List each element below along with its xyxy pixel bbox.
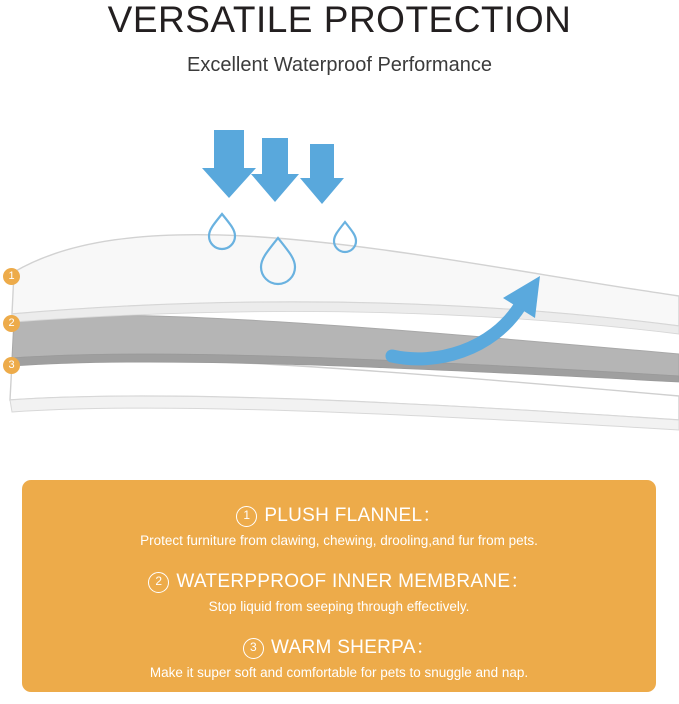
- legend-description: Make it super soft and comfortable for pets to snuggle and nap.: [149, 665, 529, 680]
- layer-diagram: [0, 100, 679, 450]
- legend-description: Stop liquid from seeping through effectively.: [208, 599, 470, 614]
- water-down-arrows-icon: [202, 130, 344, 204]
- legend-description: Protect furniture from clawing, chewing, drooling,and fur from pets.: [140, 533, 538, 548]
- layer-marker-2: 2: [3, 315, 20, 332]
- layer-marker-3: 3: [3, 357, 20, 374]
- layer-diagram-svg: [0, 100, 679, 450]
- legend-heading: [22, 637, 656, 659]
- legend-title: PLUSH FLANNEL：: [264, 505, 442, 526]
- legend-number-badge: 2: [148, 572, 169, 593]
- legend-item: [22, 571, 656, 615]
- legend-item: [22, 505, 656, 549]
- legend-number-badge: 3: [243, 638, 264, 659]
- legend-panel: [22, 480, 656, 692]
- page-subtitle: Excellent Waterproof Performance: [187, 54, 492, 76]
- legend-title: WARM SHERPA：: [270, 637, 436, 658]
- legend-title: WATERPPROOF INNER MEMBRANE：: [176, 571, 530, 592]
- legend-number-badge: 1: [236, 506, 257, 527]
- layer-marker-1: 1: [3, 268, 20, 285]
- page-title: VERSATILE PROTECTION: [107, 0, 572, 40]
- legend-heading: [22, 571, 656, 593]
- legend-item: [22, 637, 656, 681]
- legend-heading: [22, 505, 656, 527]
